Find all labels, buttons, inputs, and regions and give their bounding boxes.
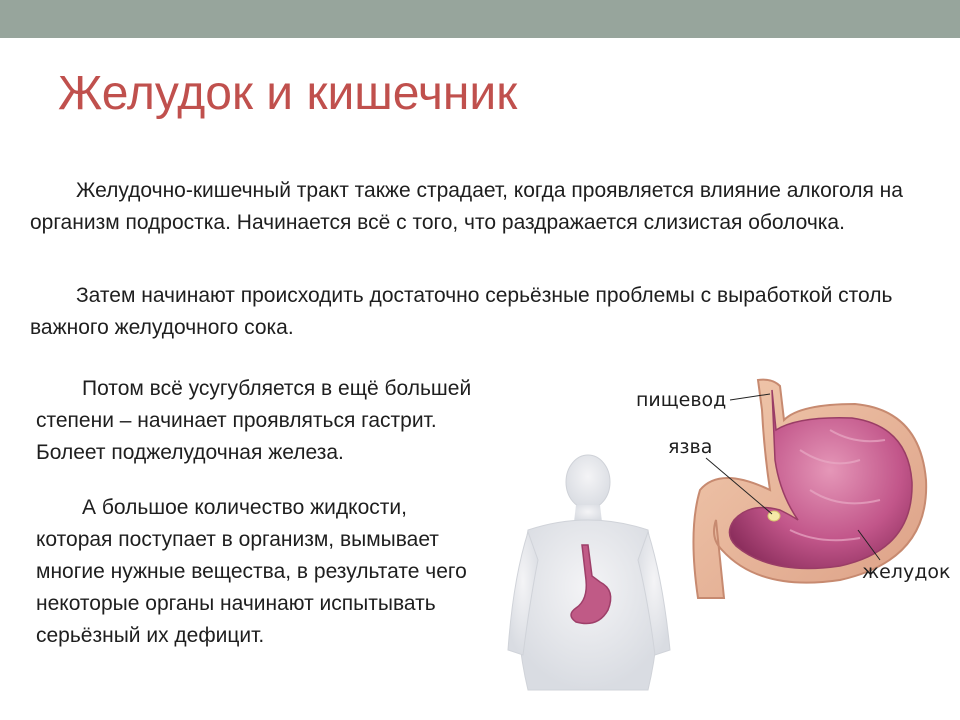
- slide-title: Желудок и кишечник: [58, 67, 518, 120]
- paragraph-4: [36, 492, 486, 652]
- label-esophagus: пищевод: [636, 389, 727, 411]
- human-body-illustration: [488, 450, 688, 700]
- top-bar: [0, 0, 960, 38]
- paragraph-2: [30, 280, 910, 344]
- paragraph-1-text: Желудочно-кишечный тракт также страдает, когда проявляется влияние алкоголя на организм подростка. Начинается всё с того, что раздражается слизистая оболочка.: [30, 179, 903, 234]
- label-ulcer: язва: [668, 436, 713, 458]
- label-stomach: желудок: [862, 561, 951, 583]
- paragraph-3: [36, 373, 486, 469]
- paragraph-4-text: А большое количество жидкости, которая поступает в организм, вымывает многие нужные вещества, в результате чего некоторые органы начинают испытывать серьёзный их дефицит.: [36, 496, 467, 647]
- paragraph-1: [30, 175, 910, 239]
- paragraph-3-text: Потом всё усугубляется в ещё большей степени – начинает проявляться гастрит. Болеет поджелудочная железа.: [36, 377, 472, 464]
- paragraph-2-text: Затем начинают происходить достаточно серьёзные проблемы с выработкой столь важного желудочного сока.: [30, 284, 893, 339]
